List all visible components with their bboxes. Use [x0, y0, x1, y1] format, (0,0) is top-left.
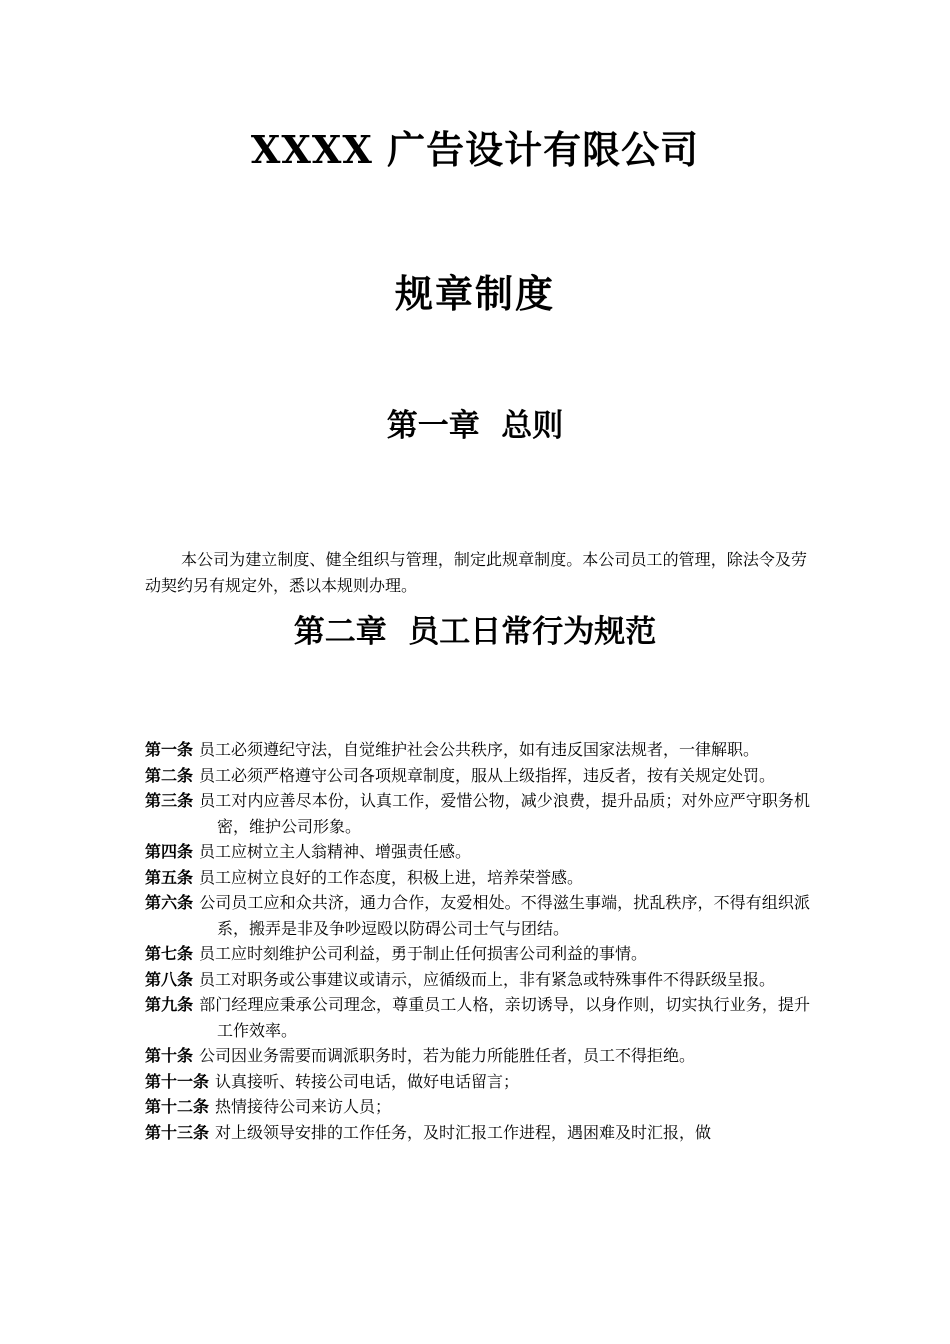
- article-text: 员工必须遵纪守法，自觉维护社会公共秩序，如有违反国家法规者，一律解职。: [199, 740, 760, 759]
- article-text: 热情接待公司来访人员；: [215, 1097, 392, 1116]
- article-text: 员工必须严格遵守公司各项规章制度，服从上级指挥，违反者，按有关规定处罚。: [199, 765, 776, 785]
- chapter-1-intro-paragraph: 本公司为建立制度、健全组织与管理，制定此规章制度。本公司员工的管理，除法令及劳动契约另有规定外，悉以本规则办理。: [145, 550, 807, 595]
- article-item: [145, 1069, 810, 1095]
- article-item: [145, 967, 810, 993]
- article-item: [145, 839, 810, 865]
- article-label: 第四条: [145, 842, 194, 861]
- article-label: 第九条: [145, 995, 194, 1014]
- chapter-1-heading: 第一章 总则: [386, 408, 564, 444]
- article-item: [145, 890, 810, 941]
- article-list: [145, 737, 810, 1145]
- article-item: [145, 788, 810, 839]
- article-item: [145, 737, 810, 763]
- article-item: [145, 1120, 810, 1146]
- article-label: 第七条: [145, 944, 194, 963]
- chapter-2-heading: 第二章 员工日常行为规范: [293, 614, 657, 650]
- article-label: 第五条: [145, 867, 194, 887]
- article-label: 第三条: [145, 791, 194, 810]
- article-text: 公司因业务需要而调派职务时，若为能力所能胜任者，员工不得拒绝。: [199, 1046, 696, 1065]
- article-text: 员工对职务或公事建议或请示，应循级而上，非有紧急或特殊事件不得跃级呈报。: [199, 969, 776, 989]
- article-item: [145, 763, 810, 789]
- document-title: 规章制度: [394, 272, 555, 316]
- article-item: [145, 865, 810, 891]
- article-text: 部门经理应秉承公司理念，尊重员工人格，亲切诱导，以身作则，切实执行业务，提升工作效率。: [199, 995, 810, 1040]
- article-item: [145, 1043, 810, 1069]
- article-text: 员工应树立良好的工作态度，积极上进，培养荣誉感。: [199, 867, 584, 887]
- article-label: 第二条: [145, 765, 194, 785]
- article-text: 认真接听、转接公司电话，做好电话留言；: [215, 1071, 520, 1091]
- article-label: 第八条: [145, 969, 194, 989]
- article-label: 第六条: [145, 893, 194, 912]
- article-text: 公司员工应和众共济，通力合作，友爱相处。不得滋生事端，扰乱秩序，不得有组织派系，搬弄是非及争吵逗殴以防碍公司士气与团结。: [199, 893, 810, 938]
- article-text: 员工对内应善尽本份，认真工作，爱惜公物，减少浪费，提升品质；对外应严守职务机密，维护公司形象。: [199, 791, 810, 836]
- article-text: 对上级领导安排的工作任务，及时汇报工作进程，遇困难及时汇报，做: [215, 1122, 712, 1142]
- article-item: [145, 941, 810, 967]
- article-text: 员工应时刻维护公司利益，勇于制止任何损害公司利益的事情。: [199, 944, 648, 963]
- article-label: 第一条: [145, 740, 194, 759]
- company-title: XXXX 广告设计有限公司: [250, 127, 700, 172]
- article-label: 第十一条: [145, 1071, 210, 1091]
- article-label: 第十条: [145, 1046, 194, 1065]
- article-text: 员工应树立主人翁精神、增强责任感。: [199, 842, 472, 861]
- article-item: [145, 992, 810, 1043]
- article-label: 第十三条: [145, 1122, 210, 1142]
- article-item: [145, 1094, 810, 1120]
- article-label: 第十二条: [145, 1097, 210, 1116]
